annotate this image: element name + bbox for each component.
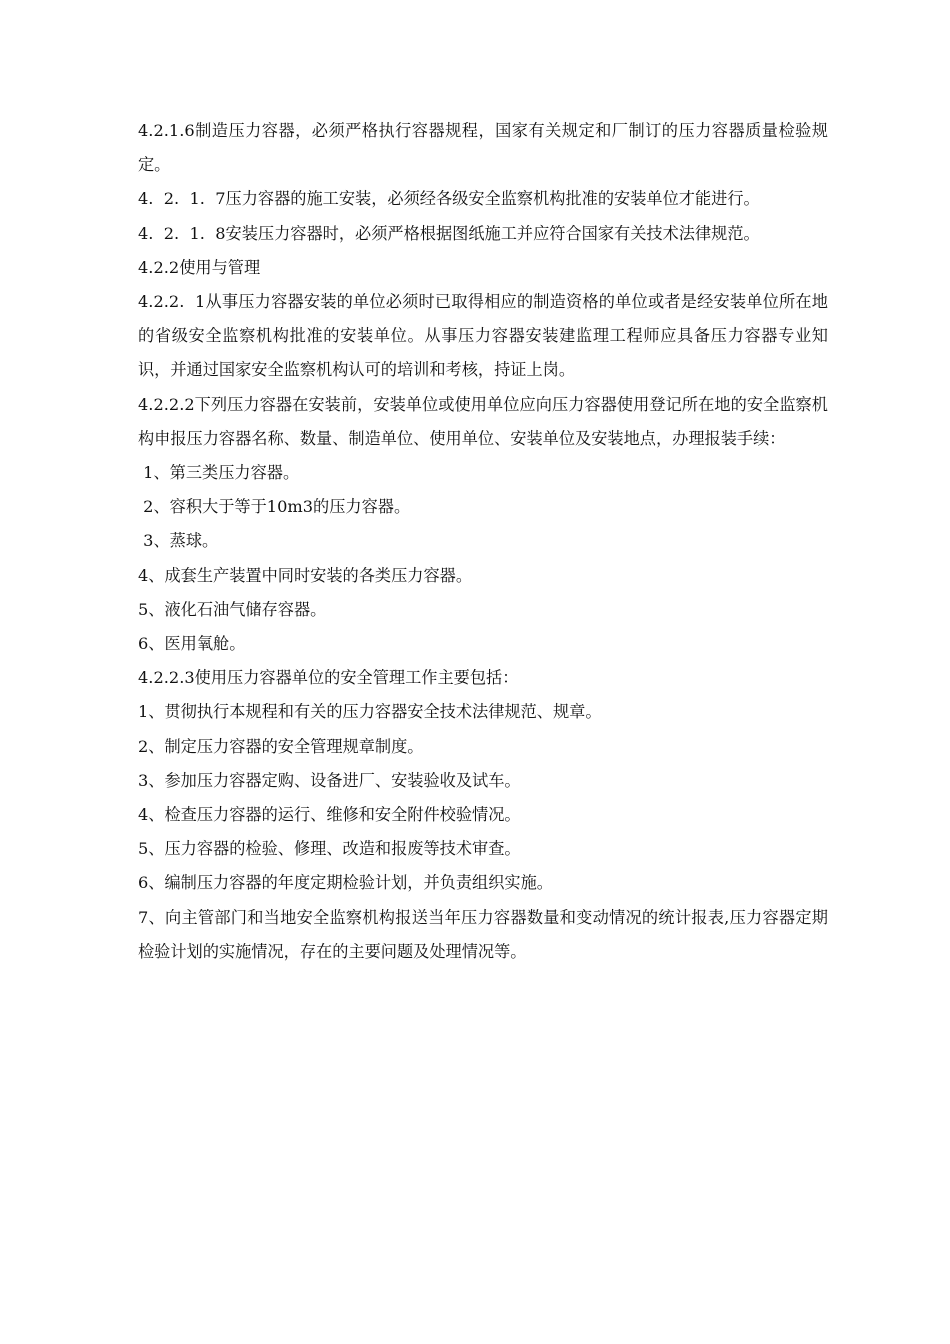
list-item: 3、蒸球。 bbox=[138, 531, 219, 551]
document-page bbox=[138, 114, 828, 969]
paragraph-4-2-1-6: 4.2.1.6制造压力容器，必须严格执行容器规程，国家有关规定和厂制订的压力容器质量检验规定。 bbox=[138, 121, 828, 175]
list-item: 5、液化石油气储存容器。 bbox=[138, 599, 327, 619]
list-item: 3、参加压力容器定购、设备进厂、安装验收及试车。 bbox=[138, 770, 521, 790]
list-item: 1、贯彻执行本规程和有关的压力容器安全技术法律规范、规章。 bbox=[138, 702, 602, 722]
list-item: 6、医用氧舱。 bbox=[138, 634, 246, 654]
list-item: 1、第三类压力容器。 bbox=[138, 463, 300, 483]
section-heading-4-2-2: 4.2.2使用与管理 bbox=[138, 257, 261, 277]
list-item: 4、成套生产装置中同时安装的各类压力容器。 bbox=[138, 565, 473, 585]
list-item: 7、向主管部门和当地安全监察机构报送当年压力容器数量和变动情况的统计报表,压力容器定期检验计划的实施情况，存在的主要问题及处理情况等。 bbox=[138, 907, 828, 961]
list-item: 6、编制压力容器的年度定期检验计划，并负责组织实施。 bbox=[138, 873, 553, 893]
paragraph-4-2-1-8: 4. 2. 1. 8安装压力容器时，必须严格根据图纸施工并应符合国家有关技术法律规范。 bbox=[138, 223, 760, 243]
paragraph-4-2-2-2: 4.2.2.2下列压力容器在安装前，安装单位或使用单位应向压力容器使用登记所在地的安全监察机构申报压力容器名称、数量、制造单位、使用单位、安装单位及安装地点，办理报装手续： bbox=[138, 394, 828, 448]
list-item: 4、检查压力容器的运行、维修和安全附件校验情况。 bbox=[138, 805, 521, 825]
list-item: 2、制定压力容器的安全管理规章制度。 bbox=[138, 736, 424, 756]
paragraph-4-2-2-1: 4.2.2. 1从事压力容器安装的单位必须时已取得相应的制造资格的单位或者是经安装单位所在地的省级安全监察机构批准的安装单位。从事压力容器安装建监理工程师应具备压力容器专业知识，并通过国家安全监察机构认可的培训和考核，持证上岗。 bbox=[138, 292, 828, 380]
list-item: 5、压力容器的检验、修理、改造和报废等技术审查。 bbox=[138, 839, 521, 859]
list-item: 2、容积大于等于10m3的压力容器。 bbox=[138, 497, 411, 517]
paragraph-4-2-1-7: 4. 2. 1. 7压力容器的施工安装，必须经各级安全监察机构批准的安装单位才能进行。 bbox=[138, 189, 760, 209]
paragraph-4-2-2-3: 4.2.2.3使用压力容器单位的安全管理工作主要包括： bbox=[138, 668, 519, 688]
